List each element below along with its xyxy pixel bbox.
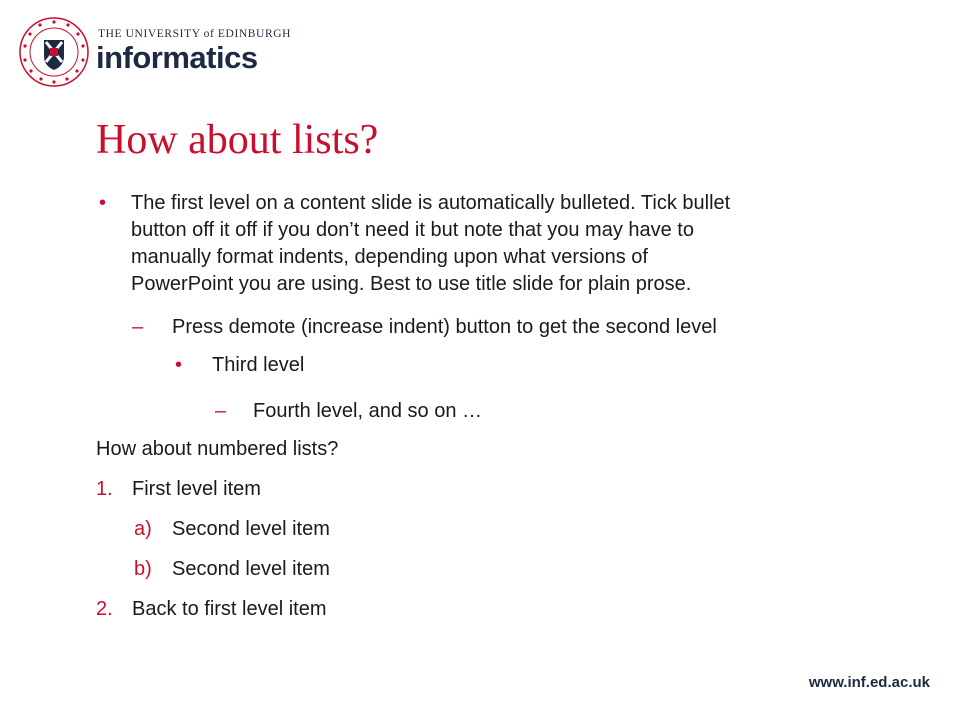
- university-name: THE UNIVERSITY of EDINBURGH: [98, 28, 292, 40]
- dash-marker: –: [132, 316, 144, 338]
- slide-title: How about lists?: [96, 117, 379, 163]
- number-marker: 1.: [96, 478, 113, 500]
- bullet-text: Press demote (increase indent) button to get the second level: [172, 316, 717, 338]
- numbered-item-text: Second level item: [172, 518, 330, 540]
- bullet-text: Fourth level, and so on …: [253, 400, 483, 422]
- dash-marker: –: [215, 400, 227, 422]
- footer-url: www.inf.ed.ac.uk: [808, 674, 930, 691]
- numbered-item-text: Second level item: [172, 558, 330, 580]
- department-name: informatics: [96, 40, 258, 75]
- bullet-text: Third level: [212, 354, 305, 376]
- numbered-item-text: Back to first level item: [132, 598, 327, 620]
- numbered-heading: How about numbered lists?: [96, 438, 339, 460]
- numbered-item-text: First level item: [132, 478, 261, 500]
- bullet-text-line: button off it off if you don’t need it but note that you may have to: [131, 219, 694, 241]
- bullet-marker: •: [175, 354, 183, 376]
- bullet-text-line: PowerPoint you are using. Best to use title slide for plain prose.: [131, 273, 692, 295]
- bullet-text-line: The first level on a content slide is automatically bulleted. Tick bullet: [131, 192, 731, 214]
- number-marker: 2.: [96, 598, 113, 620]
- bullet-marker: •: [99, 192, 107, 214]
- letter-marker: b): [134, 558, 152, 580]
- letter-marker: a): [134, 518, 152, 540]
- edinburgh-crest-icon: [18, 16, 90, 88]
- bullet-text-line: manually format indents, depending upon what versions of: [131, 246, 648, 268]
- university-logo: [18, 16, 292, 96]
